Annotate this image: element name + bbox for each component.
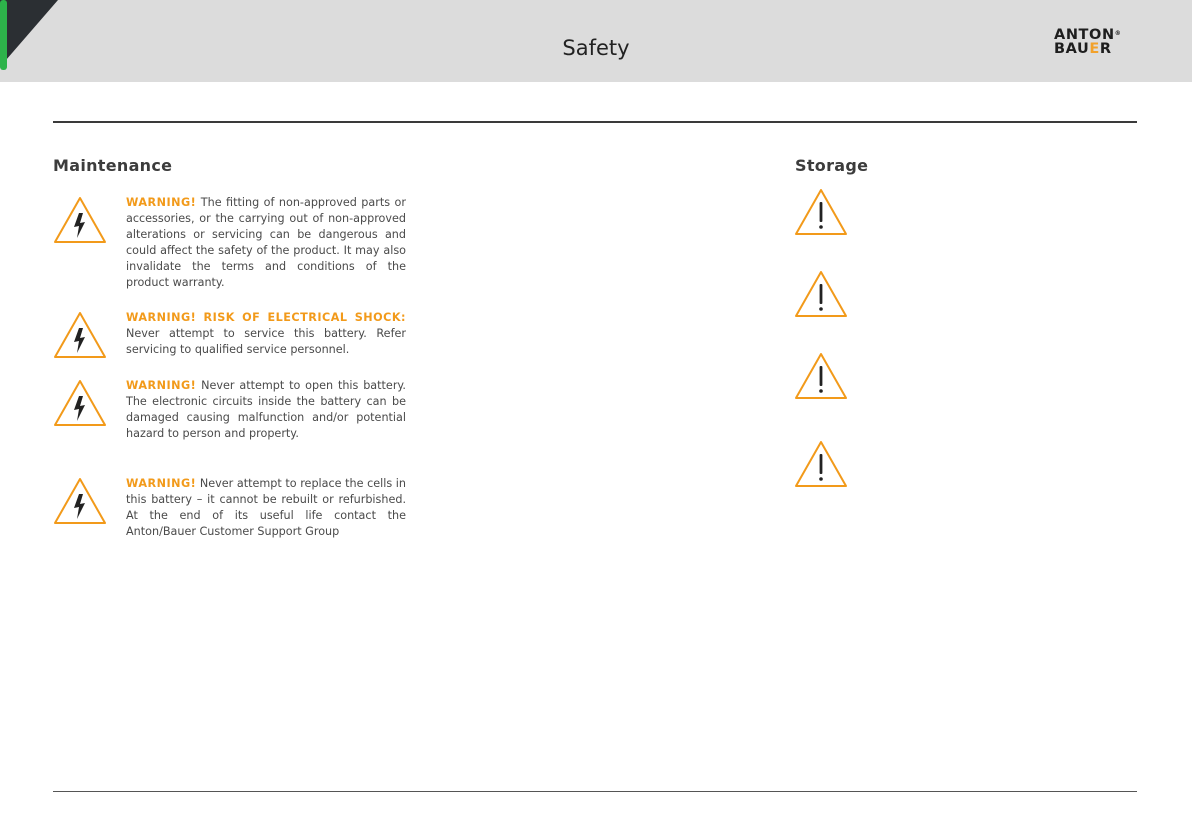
page-title: Safety bbox=[562, 36, 630, 60]
logo-line-1: ANTON® bbox=[1054, 27, 1122, 43]
electrical-hazard-icon bbox=[53, 379, 107, 427]
maintenance-warning-4: WARNING! Never attempt to replace the cells in this battery – it cannot be rebuilt or refurbished. At the end of its useful life contact the Anton/Bauer Customer Support Group bbox=[126, 477, 406, 538]
anton-bauer-logo bbox=[1054, 28, 1148, 58]
logo-line-2: BAUER bbox=[1054, 41, 1112, 57]
storage-heading: Storage bbox=[795, 156, 869, 175]
electrical-hazard-icon bbox=[53, 311, 107, 359]
electrical-hazard-icon bbox=[53, 477, 107, 525]
page-header bbox=[0, 0, 1192, 82]
caution-exclamation-icon bbox=[794, 270, 848, 318]
caution-exclamation-icon bbox=[794, 440, 848, 488]
top-divider bbox=[53, 121, 1137, 123]
maintenance-warning-2: WARNING! RISK OF ELECTRICAL SHOCK: Never attempt to service this battery. Refer servicing to qualified service personnel. bbox=[126, 311, 406, 356]
maintenance-warning-3: WARNING! Never attempt to open this battery. The electronic circuits inside the battery can be damaged causing malfunction and/or potential hazard to person and property. bbox=[126, 379, 406, 440]
maintenance-warning-1: WARNING! The fitting of non-approved parts or accessories, or the carrying out of non-approved alterations or servicing can be dangerous and could affect the safety of the product. It may also invalidate the terms and conditions of the product warranty. bbox=[126, 196, 406, 289]
caution-exclamation-icon bbox=[794, 352, 848, 400]
caution-exclamation-icon bbox=[794, 188, 848, 236]
electrical-hazard-icon bbox=[53, 196, 107, 244]
bottom-divider bbox=[53, 791, 1137, 792]
maintenance-heading: Maintenance bbox=[53, 156, 173, 175]
